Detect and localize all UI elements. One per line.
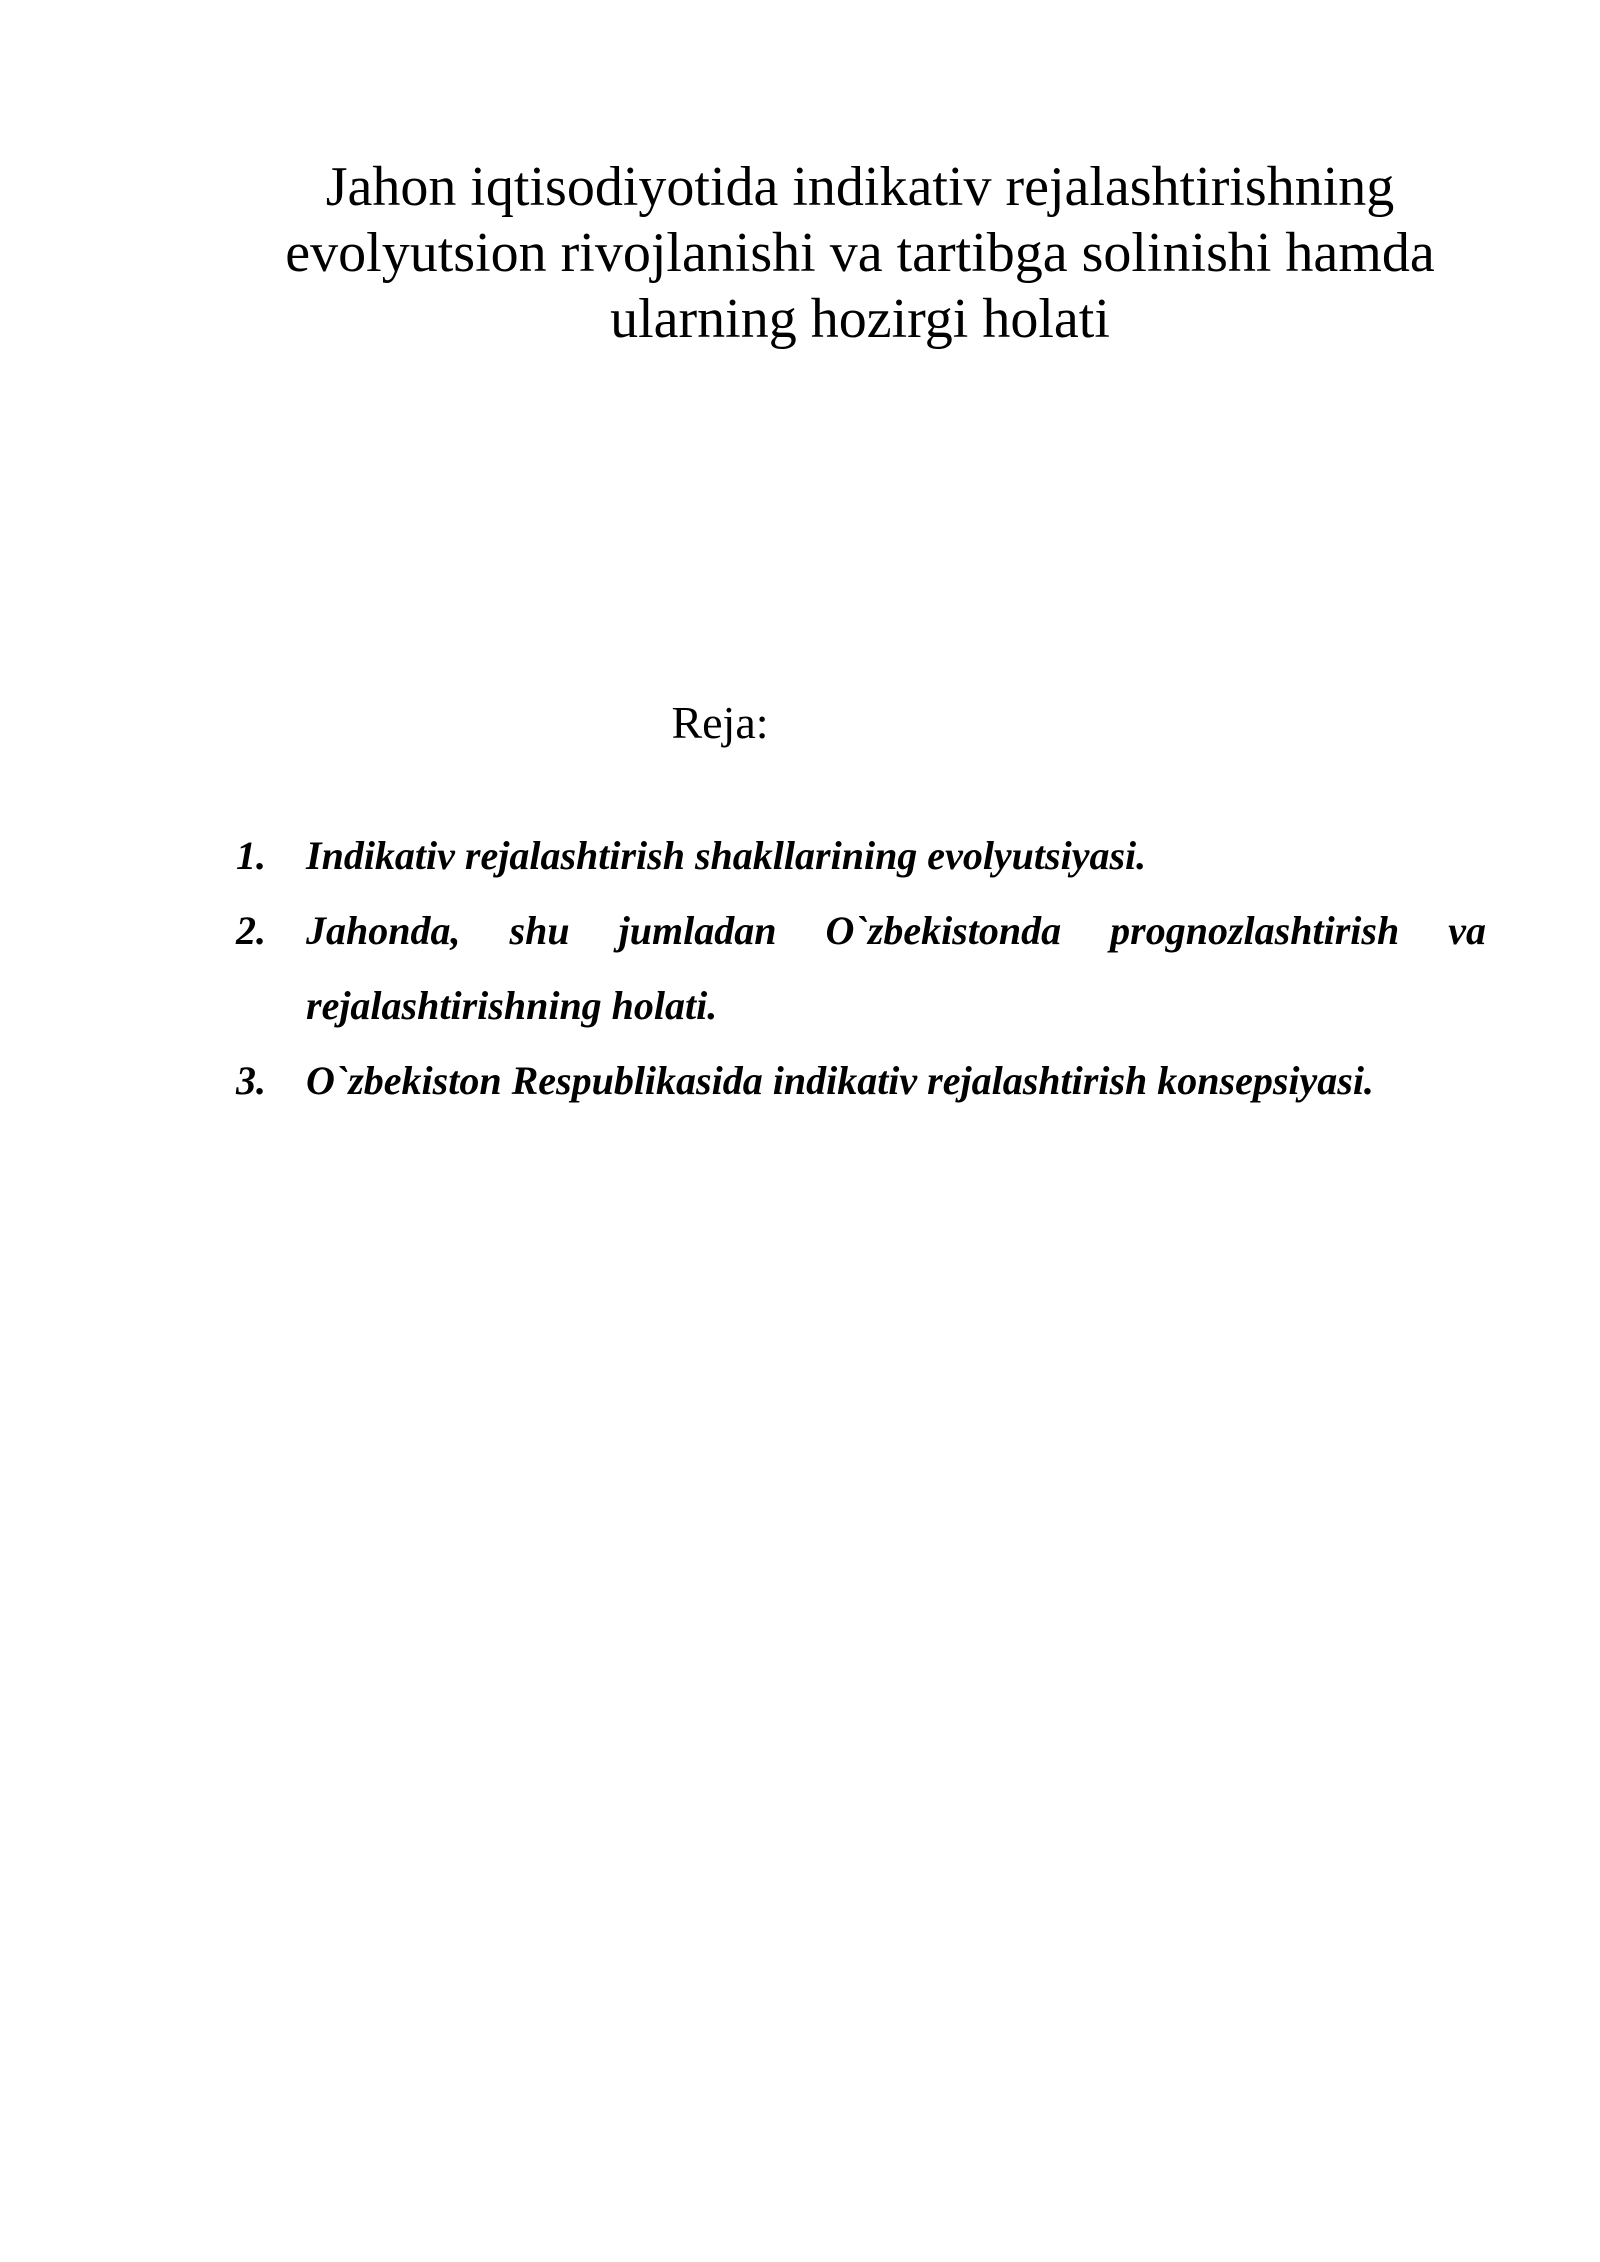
plan-item-2	[236, 893, 1486, 1043]
plan-item-number: 2.	[236, 908, 266, 953]
plan-item-text: Jahonda, shu jumladan O`zbekistonda prognozlashtirish va rejalashtirishning holati.	[306, 908, 1486, 1028]
plan-item-text: Indikativ rejalashtirish shakllarining evolyutsiyasi.	[306, 833, 1147, 878]
plan-item-number: 3.	[236, 1058, 266, 1103]
plan-item-3	[236, 1043, 1486, 1118]
plan-list	[236, 818, 1486, 1118]
plan-item-1	[236, 818, 1486, 893]
plan-item-number: 1.	[236, 833, 266, 878]
plan-item-text: O`zbekiston Respublikasida indikativ rejalashtirish konsepsiyasi.	[306, 1058, 1374, 1103]
plan-heading: Reja:	[671, 697, 769, 748]
document-title: Jahon iqtisodiyotida indikativ rejalashtirishning evolyutsion rivojlanishi va tartibga solinishi hamda ularning hozirgi holati	[285, 156, 1435, 350]
